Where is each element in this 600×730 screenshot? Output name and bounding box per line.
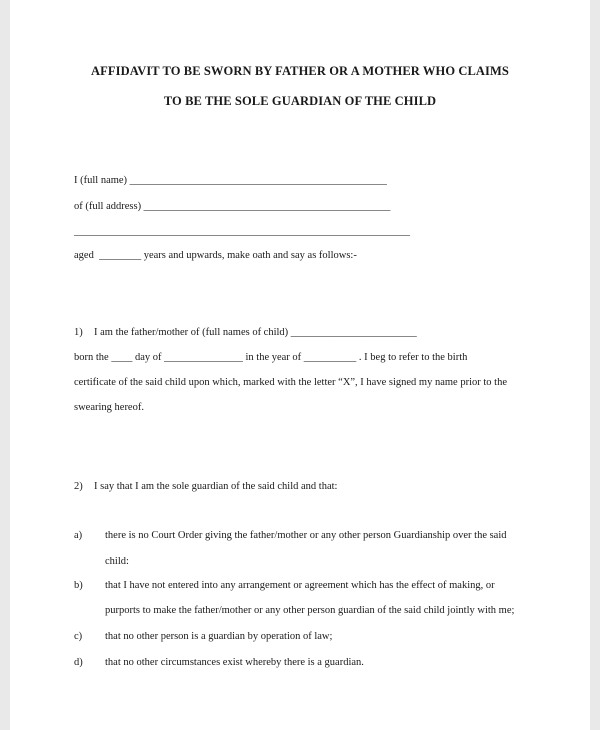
address-continuation-field: ________________________________________________________________ <box>74 226 410 237</box>
paragraph-1-line-1: I am the father/mother of (full names of child) ________________________ <box>94 327 417 338</box>
document-title-line-2: TO BE THE SOLE GUARDIAN OF THE CHILD <box>163 94 437 108</box>
item-c-line-1: that no other person is a guardian by operation of law; <box>105 631 333 642</box>
age-statement: aged ________ years and upwards, make oath and say as follows:- <box>74 250 357 261</box>
paragraph-2-line-1: I say that I am the sole guardian of the said child and that: <box>94 481 338 492</box>
item-a-letter: a) <box>74 530 83 541</box>
document-page <box>10 0 590 730</box>
item-b-letter: b) <box>74 580 83 591</box>
item-a-line-2: child: <box>105 556 129 567</box>
item-b-line-1: that I have not entered into any arrangement or agreement which has the effect of making, or <box>105 580 495 591</box>
document-title-line-1: AFFIDAVIT TO BE SWORN BY FATHER OR A MOTHER WHO CLAIMS <box>91 64 509 78</box>
paragraph-1-line-2: born the ____ day of _______________ in the year of __________ . I beg to refer to the birth <box>74 352 468 363</box>
item-b-line-2: purports to make the father/mother or any other person guardian of the said child jointly with me; <box>105 605 515 616</box>
paragraph-1-line-4: swearing hereof. <box>74 402 144 413</box>
item-d-line-1: that no other circumstances exist whereby there is a guardian. <box>105 657 364 668</box>
full-name-field: I (full name) _________________________________________________ <box>74 175 387 186</box>
item-a-line-1: there is no Court Order giving the father/mother or any other person Guardianship over the said <box>105 530 507 541</box>
item-d-letter: d) <box>74 657 83 668</box>
item-c-letter: c) <box>74 631 83 642</box>
paragraph-1-line-3: certificate of the said child upon which, marked with the letter “X”, I have signed my name prior to the <box>74 377 507 388</box>
full-address-field: of (full address) _______________________________________________ <box>74 201 391 212</box>
paragraph-1-number: 1) <box>74 327 83 338</box>
paragraph-2-number: 2) <box>74 481 83 492</box>
